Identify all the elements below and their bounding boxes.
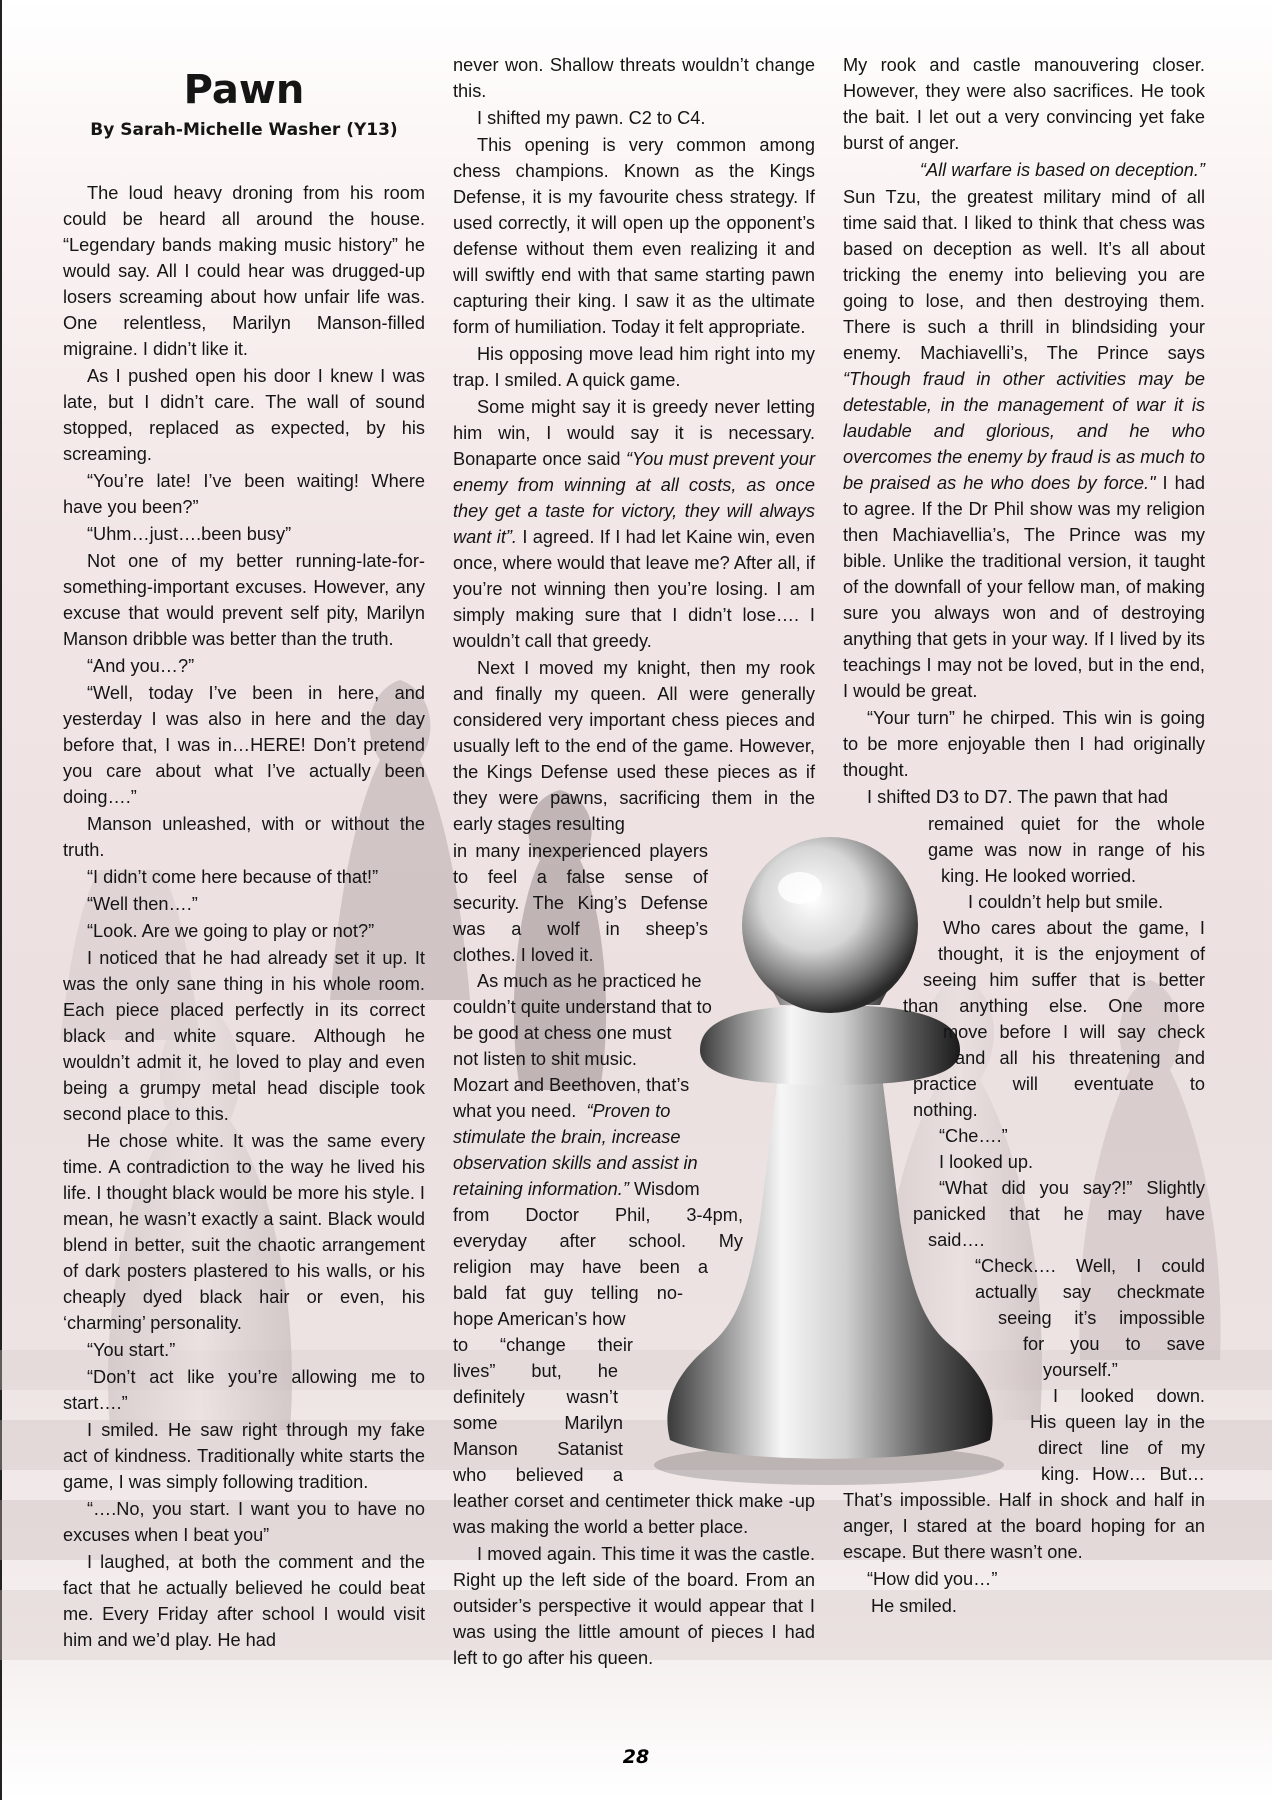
dialogue-line: “Don’t act like you’re allowing me to start….” [63, 1367, 425, 1413]
text-line: As much as he practiced he [477, 971, 702, 991]
dialogue-line: “You start.” [87, 1340, 176, 1360]
text-line: bald fat guy telling no- [453, 1283, 683, 1303]
text-line: stimulate the brain, increase [453, 1127, 681, 1147]
bonaparte-quote: “You must prevent your enemy from winning at all costs, as once they get a taste for victory, they will always want it”. [453, 449, 815, 547]
text-line: religion may have been a [453, 1257, 708, 1277]
text-line: be good at chess one must [453, 1023, 672, 1043]
paragraph: Some might say it is greedy never letting him win, I would say it is necessary. Bonaparte once said “You must prevent your enemy from winning at all costs, as once they get a taste for victory, they will always want it”. I agreed. If I had let Kaine win, even once, where would that leave me? After all, if you’re not winning then you’re losing. I am simply making sure that I didn’t lose…. I wouldn’t call that greedy. [453, 397, 815, 651]
text-line: some Marilyn [453, 1413, 623, 1433]
column-middle [453, 52, 815, 1672]
paragraph: Sun Tzu, the greatest military mind of all time said that. I liked to think that chess was based on deception as well. It’s all about tricking the enemy into believing you are going to lose, and then destroying them. There is such a thrill in blindsiding your enemy. Machiavelli’s, The Prince says “Though fraud in other activities may be detestable, in the management of war it is laudable and glorious, and he who overcomes the enemy by fraud is as much to be praised as he who does by force." I had to agree. If the Dr Phil show was my religion then Machiavellia’s, The Prince was my bible. Unlike the traditional version, it taught of the downfall of your fellow man, of making sure you always won and of destroying anything that gets in your way. If I lived by its teachings I may not be loved, but in the end, I would be great. [843, 187, 1205, 701]
text-line: for you to save [1023, 1334, 1205, 1354]
text-line: I looked down. [1053, 1386, 1205, 1406]
text-line: remained quiet for the whole [928, 814, 1205, 834]
dialogue-line: “Well then….” [87, 894, 198, 914]
text-line: game was now in range of his [928, 840, 1205, 860]
text-line: direct line of my [1038, 1438, 1205, 1458]
sun-tzu-quote: “All warfare is based on deception.” [919, 160, 1205, 180]
dr-phil-quote: “Proven to [586, 1101, 671, 1121]
dialogue-line: “Look. Are we going to play or not?” [87, 921, 375, 941]
text-line: couldn’t quite understand that to [453, 997, 712, 1017]
dialogue-line: “….No, you start. I want you to have no excuses when I beat you” [63, 1499, 425, 1545]
text-line: hope American’s how [453, 1309, 626, 1329]
paragraph: The loud heavy droning from his room could be heard all around the house. “Legendary bands making music history” he would say. All I could hear was drugged-up losers screaming about how unfair life was. One relentless, Marilyn Manson-filled migraine. I didn’t like it. [63, 183, 425, 359]
text-line: move before I will say check [943, 1022, 1205, 1042]
text-line: to feel a false sense of [453, 867, 708, 887]
text-line: who believed a [453, 1465, 623, 1485]
text-line: and all his threatening and [955, 1048, 1205, 1068]
text-line: yourself.” [1043, 1360, 1118, 1380]
text-line: clothes. I loved it. [453, 945, 594, 965]
wrapped-text-block [453, 838, 708, 968]
paragraph: I noticed that he had already set it up. It was the only sane thing in his whole room. Each piece placed perfectly in its correct black and white square. Although he wouldn’t admit it, he loved to play and even being a grumpy metal head disciple took second place to this. [63, 948, 425, 1124]
paragraph: His opposing move lead him right into my trap. I smiled. A quick game. [453, 344, 815, 390]
paragraph: “Your turn” he chirped. This win is going to be more enjoyable then I had originally thought. [843, 708, 1205, 780]
dialogue-line: “Uhm…just….been busy” [87, 524, 292, 544]
text-line: observation skills and assist in [453, 1153, 698, 1173]
text-line: than anything else. One more [903, 996, 1205, 1016]
text-line: thought, it is the enjoyment of [938, 944, 1205, 964]
paragraph: I moved again. This time it was the castle. Right up the left side of the board. From an outsider’s perspective it would appear that I was using the little amount of pieces I had left to go after his queen. [453, 1544, 815, 1668]
dialogue-line: “And you…?” [87, 656, 195, 676]
text-line: not listen to shit music. [453, 1049, 637, 1069]
paragraph: I shifted my pawn. C2 to C4. [477, 108, 706, 128]
text-line: seeing it’s impossible [998, 1308, 1205, 1328]
text-line: panicked that he may have [913, 1204, 1205, 1224]
text-line: nothing. [913, 1100, 978, 1120]
text-line: from Doctor Phil, 3-4pm, [453, 1205, 743, 1225]
text-line: I couldn’t help but smile. [968, 892, 1164, 912]
text-line: said…. [928, 1230, 985, 1250]
page-number: 28 [622, 1746, 650, 1768]
column-right [843, 52, 1205, 1620]
text-line: “Che….” [939, 1126, 1008, 1146]
text-line: Who cares about the game, I [943, 918, 1205, 938]
dialogue-line: “You’re late! I’ve been waiting! Where have you been?” [63, 471, 425, 517]
text-line: His queen lay in the [1030, 1412, 1205, 1432]
machiavelli-quote: “Though fraud in other activities may be detestable, in the management of war it is laudable and glorious, and he who overcomes the enemy by fraud is as much to be praised as he who does by force." [843, 369, 1205, 493]
paragraph: This opening is very common among chess champions. Known as the Kings Defense, it is my favourite chess strategy. If used correctly, it will open up the opponent’s defense without them even realizing it and will swiftly end with that same starting pawn capturing their king. I saw it as the ultimate form of humiliation. Today it felt appropriate. [453, 135, 815, 337]
paragraph: I smiled. He saw right through my fake act of kindness. Traditionally white starts the game, I was simply following tradition. [63, 1420, 425, 1492]
text-line: Manson Satanist [453, 1439, 623, 1459]
paragraph: That’s impossible. Half in shock and half in anger, I stared at the board hoping for an escape. But there wasn’t one. [843, 1490, 1205, 1562]
text-line: what you need. “Proven to [453, 1101, 671, 1121]
article-byline: By Sarah-Michelle Washer (Y13) [90, 120, 398, 140]
text-line: lives” but, he [453, 1361, 618, 1381]
text-line: seeing him suffer that is better [923, 970, 1205, 990]
paragraph: Manson unleashed, with or without the truth. [63, 814, 425, 860]
article-title: Pawn [183, 67, 305, 113]
paragraph: He chose white. It was the same every time. A contradiction to the way he lived his life. I thought black would be more his style. I mean, he wasn’t exactly a saint. Black would blend in better, suit the chaotic arrangement of dark posters plastered to his walls, or his cheaply dyed black hair or even, his ‘charming’ personality. [63, 1131, 425, 1333]
dialogue-line: “I didn’t come here because of that!” [87, 867, 379, 887]
text-line: king. How… But… [1041, 1464, 1205, 1484]
column-left [63, 58, 425, 1654]
paragraph: leather corset and centimeter thick make -up was making the world a better place. [453, 1491, 815, 1537]
dialogue-line: “Well, today I’ve been in here, and yesterday I was also in here and the day before that, I was in…HERE! Don’t pretend you care about what I’ve actually been doing….” [63, 683, 425, 807]
text-line: everyday after school. My [453, 1231, 743, 1251]
text-line: “What did you say?!” Slightly [939, 1178, 1205, 1198]
text-line: practice will eventuate to [913, 1074, 1205, 1094]
paragraph: My rook and castle manouvering closer. However, they were also sacrifices. He took the bait. I let out a very convincing yet fake burst of anger. [843, 55, 1205, 153]
paragraph: He smiled. [871, 1596, 957, 1616]
paragraph: I shifted D3 to D7. The pawn that had [867, 787, 1168, 807]
wrapped-text-block [843, 811, 1205, 1487]
text-line: definitely wasn’t [453, 1387, 618, 1407]
dialogue-line: “How did you…” [867, 1569, 998, 1589]
text-line: was a wolf in sheep’s [453, 919, 708, 939]
paragraph: I laughed, at both the comment and the fact that he actually believed he could beat me. Every Friday after school I would visit him and we’d play. He had [63, 1552, 425, 1650]
wrapped-text-block [453, 968, 743, 1488]
text-line: actually say checkmate [975, 1282, 1205, 1302]
text-line: Mozart and Beethoven, that’s [453, 1075, 690, 1095]
text-line: king. He looked worried. [941, 866, 1137, 886]
text-line: in many inexperienced players [453, 841, 708, 861]
text-line: security. The King’s Defense [453, 893, 708, 913]
paragraph: never won. Shallow threats wouldn’t change this. [453, 55, 815, 101]
text-line: to “change their [453, 1335, 633, 1355]
paragraph: Next I moved my knight, then my rook and finally my queen. All were generally considered very important chess pieces and usually left to the end of the game. However, the Kings Defense used these pieces as if they were pawns, sacrificing them in the early stages resulting [453, 658, 815, 834]
paragraph: Not one of my better running-late-for-something-important excuses. However, any excuse that would prevent self pity, Marilyn Manson dribble was better than the truth. [63, 551, 425, 649]
text-line: I looked up. [939, 1152, 1034, 1172]
paragraph: As I pushed open his door I knew I was late, but I didn’t care. The wall of sound stopped, replaced as expected, by his screaming. [63, 366, 425, 464]
text-line: retaining information.” Wisdom [453, 1179, 700, 1199]
text-line: “Check…. Well, I could [975, 1256, 1205, 1276]
